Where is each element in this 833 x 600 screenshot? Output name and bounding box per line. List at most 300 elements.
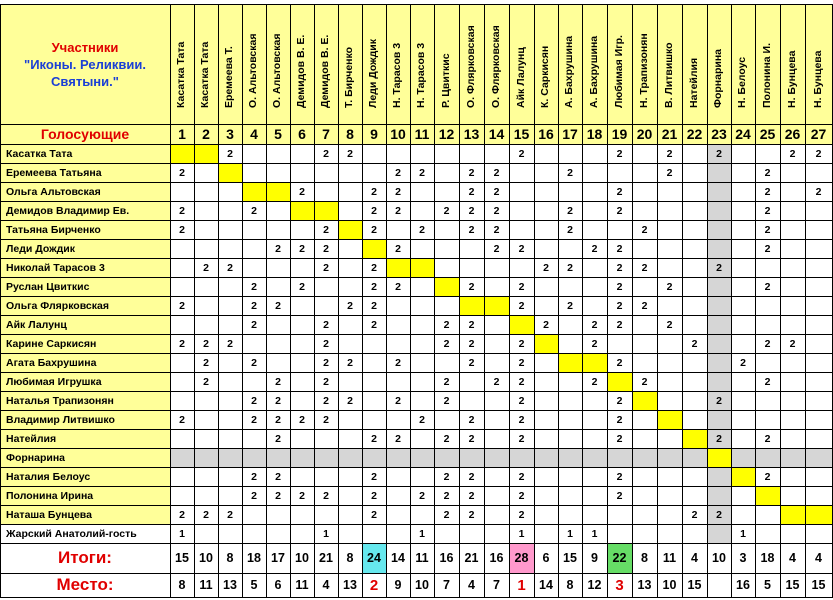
vote-cell xyxy=(266,505,290,524)
voter-name: Ольга Флярковская xyxy=(0,296,170,315)
vote-cell xyxy=(338,182,362,201)
participant-name: Т. Бирченко xyxy=(343,46,355,108)
voter-name: Татьяна Бирченко xyxy=(0,220,170,239)
vote-cell xyxy=(707,163,731,182)
vote-cell: 2 xyxy=(468,489,475,502)
vote-cell: 2 xyxy=(203,356,209,369)
vote-cell xyxy=(242,258,266,277)
vote-cell: 2 xyxy=(616,413,623,426)
participant-name: О. Флярковская xyxy=(464,25,477,108)
vote-cell xyxy=(582,182,607,201)
vote-cell xyxy=(780,467,805,486)
vote-cell xyxy=(314,296,338,315)
vote-cell xyxy=(780,258,805,277)
participant-header xyxy=(607,4,632,124)
vote-cell xyxy=(657,372,682,391)
vote-cell xyxy=(534,429,558,448)
vote-cell xyxy=(682,448,707,467)
vote-cell xyxy=(582,391,607,410)
vote-cell xyxy=(459,524,484,543)
vote-cell: 2 xyxy=(468,166,475,179)
vote-cell xyxy=(657,486,682,505)
vote-cell xyxy=(682,258,707,277)
vote-cell: 2 xyxy=(691,508,698,521)
vote-cell: 2 xyxy=(443,508,450,521)
vote-cell: 2 xyxy=(227,508,233,521)
vote-cell xyxy=(582,353,607,372)
vote-cell xyxy=(805,277,832,296)
vote-cell xyxy=(657,391,682,410)
vote-cell xyxy=(242,182,266,201)
vote-cell xyxy=(314,201,338,220)
grid-line xyxy=(194,4,195,598)
totals-label: Итоги: xyxy=(0,543,170,573)
vote-cell xyxy=(534,524,558,543)
vote-cell xyxy=(707,277,731,296)
total-value: 22 xyxy=(607,543,632,573)
grid-line xyxy=(558,4,559,598)
vote-cell xyxy=(582,220,607,239)
vote-cell xyxy=(362,163,386,182)
total-value: 10 xyxy=(199,551,213,565)
vote-cell: 2 xyxy=(707,258,731,277)
vote-cell: 1 xyxy=(518,527,525,540)
vote-cell xyxy=(755,410,780,429)
vote-cell xyxy=(194,486,218,505)
vote-cell: 2 xyxy=(443,204,450,217)
vote-cell xyxy=(459,258,484,277)
grid-line xyxy=(707,4,708,598)
place-value: 8 xyxy=(566,578,574,592)
vote-cell xyxy=(755,296,780,315)
grid-line xyxy=(534,4,535,598)
grid-line xyxy=(607,4,608,598)
place-value: 15 xyxy=(811,578,826,592)
vote-cell xyxy=(682,239,707,258)
vote-cell: 2 xyxy=(707,391,731,410)
vote-cell: 2 xyxy=(395,166,401,179)
vote-cell xyxy=(266,448,290,467)
place-value: 13 xyxy=(637,578,652,592)
vote-cell: 2 xyxy=(371,508,377,521)
vote-cell xyxy=(755,448,780,467)
vote-cell: 2 xyxy=(567,223,573,236)
vote-cell xyxy=(194,391,218,410)
vote-cell xyxy=(290,163,314,182)
vote-cell xyxy=(682,467,707,486)
vote-cell xyxy=(780,429,805,448)
participant-name: В. Литвишко xyxy=(662,42,675,108)
vote-cell xyxy=(434,448,459,467)
participant-header xyxy=(509,4,534,124)
vote-cell xyxy=(731,410,755,429)
vote-cell xyxy=(707,486,731,505)
total-value: 9 xyxy=(591,551,598,565)
vote-cell xyxy=(682,201,707,220)
vote-cell xyxy=(484,277,509,296)
vote-cell xyxy=(582,201,607,220)
vote-cell xyxy=(582,505,607,524)
grid-line xyxy=(509,4,510,598)
vote-cell: 2 xyxy=(251,204,257,217)
vote-cell xyxy=(805,391,832,410)
vote-cell xyxy=(218,391,242,410)
column-number: 17 xyxy=(558,124,582,144)
vote-cell xyxy=(731,448,755,467)
vote-cell xyxy=(338,448,362,467)
vote-cell xyxy=(170,277,194,296)
vote-cell xyxy=(242,144,266,163)
vote-cell xyxy=(290,372,314,391)
vote-cell xyxy=(194,429,218,448)
vote-cell: 1 xyxy=(323,527,329,540)
vote-cell xyxy=(534,448,558,467)
vote-cell xyxy=(657,524,682,543)
vote-cell xyxy=(484,467,509,486)
vote-cell xyxy=(410,467,434,486)
vote-cell xyxy=(682,182,707,201)
vote-cell xyxy=(707,467,731,486)
vote-cell xyxy=(410,372,434,391)
total-value: 14 xyxy=(391,551,405,565)
vote-cell xyxy=(509,201,534,220)
vote-cell xyxy=(338,277,362,296)
vote-cell xyxy=(509,163,534,182)
vote-cell: 2 xyxy=(815,185,822,198)
vote-cell: 2 xyxy=(419,413,425,426)
vote-cell xyxy=(218,315,242,334)
vote-cell: 2 xyxy=(764,432,771,445)
vote-cell xyxy=(290,429,314,448)
vote-cell: 2 xyxy=(323,223,329,236)
vote-cell: 2 xyxy=(371,223,377,236)
place-value: 14 xyxy=(539,578,553,592)
participant-header xyxy=(434,4,459,124)
vote-cell: 2 xyxy=(567,204,573,217)
vote-cell xyxy=(731,334,755,353)
vote-cell: 2 xyxy=(347,394,353,407)
total-value: 3 xyxy=(739,551,747,565)
column-number: 13 xyxy=(459,124,484,144)
vote-cell xyxy=(386,372,410,391)
vote-cell xyxy=(386,448,410,467)
vote-cell xyxy=(218,353,242,372)
column-number: 21 xyxy=(657,124,682,144)
vote-cell xyxy=(362,334,386,353)
vote-cell xyxy=(731,315,755,334)
grid-line xyxy=(682,4,683,598)
vote-cell xyxy=(682,372,707,391)
grid-line xyxy=(632,4,633,598)
participant-header xyxy=(314,4,338,124)
total-value: 11 xyxy=(662,551,677,565)
vote-cell xyxy=(362,372,386,391)
vote-cell: 2 xyxy=(419,223,425,236)
vote-cell: 2 xyxy=(395,394,401,407)
vote-cell xyxy=(410,182,434,201)
vote-cell xyxy=(509,182,534,201)
participant-header xyxy=(266,4,290,124)
vote-cell xyxy=(582,448,607,467)
grid-line xyxy=(338,4,339,598)
vote-cell xyxy=(632,524,657,543)
vote-cell xyxy=(314,448,338,467)
vote-cell xyxy=(582,429,607,448)
place-value: 9 xyxy=(394,578,402,592)
vote-cell xyxy=(170,239,194,258)
vote-cell: 2 xyxy=(493,185,500,198)
vote-cell xyxy=(484,448,509,467)
vote-cell: 2 xyxy=(275,242,281,255)
vote-cell xyxy=(386,258,410,277)
place-value: 2 xyxy=(369,576,379,594)
vote-cell xyxy=(218,372,242,391)
vote-cell xyxy=(707,410,731,429)
vote-cell xyxy=(218,410,242,429)
vote-cell xyxy=(755,505,780,524)
vote-cell: 2 xyxy=(518,280,525,293)
column-number: 23 xyxy=(707,124,731,144)
participant-header xyxy=(386,4,410,124)
vote-cell xyxy=(607,334,632,353)
vote-cell: 2 xyxy=(815,147,822,160)
vote-cell xyxy=(410,334,434,353)
vote-cell: 2 xyxy=(395,242,401,255)
vote-cell xyxy=(707,315,731,334)
vote-cell: 2 xyxy=(518,147,525,160)
vote-cell xyxy=(338,429,362,448)
vote-cell xyxy=(780,163,805,182)
vote-cell xyxy=(290,334,314,353)
vote-cell xyxy=(607,448,632,467)
column-number: 22 xyxy=(682,124,707,144)
voter-name: Демидов Владимир Ев. xyxy=(0,201,170,220)
vote-cell xyxy=(410,144,434,163)
vote-cell xyxy=(218,486,242,505)
vote-cell xyxy=(805,239,832,258)
vote-cell xyxy=(682,410,707,429)
place-value: 5 xyxy=(250,578,258,592)
vote-cell: 2 xyxy=(707,505,731,524)
vote-cell xyxy=(755,353,780,372)
vote-cell xyxy=(755,315,780,334)
grid-line xyxy=(242,4,243,598)
place-value: 15 xyxy=(785,578,800,592)
title-line3: Святыни." xyxy=(51,73,119,89)
vote-cell xyxy=(558,467,582,486)
vote-cell xyxy=(218,524,242,543)
column-number: 25 xyxy=(755,124,780,144)
vote-cell: 2 xyxy=(789,337,796,350)
vote-cell xyxy=(558,277,582,296)
vote-cell: 2 xyxy=(616,489,623,502)
vote-cell xyxy=(755,144,780,163)
vote-cell: 2 xyxy=(251,318,257,331)
vote-cell xyxy=(805,372,832,391)
vote-cell xyxy=(731,391,755,410)
vote-cell xyxy=(362,353,386,372)
voter-name: Наталья Трапизонян xyxy=(0,391,170,410)
participant-header xyxy=(780,4,805,124)
participant-name: Касатка Тата xyxy=(199,41,211,108)
vote-cell xyxy=(459,296,484,315)
participant-name: Н. Бунцева xyxy=(811,50,824,108)
vote-cell xyxy=(632,239,657,258)
participant-name: Демидов В. Е. xyxy=(295,34,307,108)
vote-cell xyxy=(266,220,290,239)
vote-cell xyxy=(194,315,218,334)
vote-cell: 2 xyxy=(299,489,305,502)
vote-cell xyxy=(290,505,314,524)
vote-cell: 2 xyxy=(764,242,771,255)
vote-cell xyxy=(290,448,314,467)
vote-cell: 2 xyxy=(518,413,525,426)
vote-cell xyxy=(242,163,266,182)
vote-cell xyxy=(484,486,509,505)
place-value: 16 xyxy=(736,578,750,592)
vote-cell xyxy=(218,448,242,467)
vote-cell: 1 xyxy=(740,527,746,540)
participant-header xyxy=(682,4,707,124)
vote-cell: 2 xyxy=(567,166,573,179)
vote-cell xyxy=(534,201,558,220)
total-value: 18 xyxy=(760,551,775,565)
vote-cell xyxy=(338,258,362,277)
vote-cell xyxy=(266,201,290,220)
vote-cell xyxy=(805,410,832,429)
vote-cell xyxy=(242,239,266,258)
vote-cell: 2 xyxy=(641,299,648,312)
vote-cell: 2 xyxy=(203,375,209,388)
vote-cell xyxy=(434,182,459,201)
grid-line xyxy=(290,4,291,598)
column-number: 4 xyxy=(242,124,266,144)
vote-cell xyxy=(290,524,314,543)
vote-cell xyxy=(558,334,582,353)
place-value: 4 xyxy=(468,578,475,592)
vote-cell xyxy=(386,486,410,505)
vote-cell xyxy=(484,315,509,334)
vote-cell xyxy=(290,296,314,315)
vote-cell xyxy=(780,524,805,543)
vote-cell: 2 xyxy=(468,356,475,369)
total-value: 10 xyxy=(295,551,309,565)
vote-cell xyxy=(632,182,657,201)
vote-cell xyxy=(410,391,434,410)
column-number: 1 xyxy=(170,124,194,144)
vote-cell xyxy=(657,182,682,201)
participant-header xyxy=(290,4,314,124)
vote-cell: 2 xyxy=(616,356,623,369)
voter-name: Владимир Литвишко xyxy=(0,410,170,429)
vote-cell xyxy=(218,201,242,220)
vote-cell xyxy=(657,353,682,372)
vote-cell: 2 xyxy=(323,375,329,388)
participant-name: Н. Белоус xyxy=(736,56,748,108)
vote-cell xyxy=(707,353,731,372)
vote-cell xyxy=(582,144,607,163)
vote-cell xyxy=(509,220,534,239)
vote-cell: 2 xyxy=(740,356,746,369)
vote-cell xyxy=(410,201,434,220)
vote-cell xyxy=(707,334,731,353)
vote-cell xyxy=(509,315,534,334)
vote-cell xyxy=(731,201,755,220)
participant-name: Демидов В. Е. xyxy=(319,34,331,108)
vote-cell: 2 xyxy=(179,413,185,426)
vote-cell xyxy=(266,334,290,353)
voter-name: Леди Дождик xyxy=(0,239,170,258)
vote-cell xyxy=(170,486,194,505)
total-value: 21 xyxy=(464,551,479,565)
vote-cell xyxy=(218,277,242,296)
vote-cell xyxy=(805,486,832,505)
vote-cell xyxy=(682,296,707,315)
vote-cell xyxy=(170,258,194,277)
vote-cell xyxy=(266,315,290,334)
total-value: 15 xyxy=(563,551,577,565)
participant-name: Айк Лалунц xyxy=(514,47,527,108)
vote-cell xyxy=(266,144,290,163)
participant-name: Н. Бунцева xyxy=(785,50,798,108)
vote-cell xyxy=(362,239,386,258)
vote-cell: 2 xyxy=(275,299,281,312)
vote-cell xyxy=(484,391,509,410)
vote-cell xyxy=(484,334,509,353)
vote-cell xyxy=(266,353,290,372)
vote-cell xyxy=(218,429,242,448)
vote-cell xyxy=(731,144,755,163)
voter-name: Жарский Анатолий-гость xyxy=(0,524,170,543)
place-value: 15 xyxy=(687,578,702,592)
vote-cell: 2 xyxy=(179,204,185,217)
vote-cell: 2 xyxy=(616,299,623,312)
column-number: 5 xyxy=(266,124,290,144)
vote-cell xyxy=(682,163,707,182)
vote-cell: 2 xyxy=(323,394,329,407)
vote-cell xyxy=(558,182,582,201)
participant-header xyxy=(218,4,242,124)
vote-cell xyxy=(338,524,362,543)
place-value: 10 xyxy=(662,578,677,592)
vote-cell: 2 xyxy=(275,375,281,388)
vote-cell: 2 xyxy=(493,223,500,236)
vote-cell: 2 xyxy=(179,508,185,521)
vote-cell: 2 xyxy=(493,375,500,388)
vote-cell: 2 xyxy=(616,280,623,293)
grid-line xyxy=(459,4,460,598)
vote-cell xyxy=(434,239,459,258)
vote-cell: 2 xyxy=(443,318,450,331)
vote-cell: 2 xyxy=(323,318,329,331)
vote-cell: 2 xyxy=(641,375,648,388)
vote-cell: 2 xyxy=(395,204,401,217)
vote-cell xyxy=(386,524,410,543)
vote-cell xyxy=(805,353,832,372)
vote-cell xyxy=(338,334,362,353)
vote-cell: 2 xyxy=(203,508,209,521)
vote-cell: 2 xyxy=(518,470,525,483)
vote-cell xyxy=(410,315,434,334)
vote-cell xyxy=(780,239,805,258)
vote-cell xyxy=(780,182,805,201)
column-number: 14 xyxy=(484,124,509,144)
vote-cell: 2 xyxy=(616,470,623,483)
vote-cell: 2 xyxy=(323,413,329,426)
vote-cell xyxy=(632,201,657,220)
participant-header xyxy=(805,4,832,124)
column-number: 18 xyxy=(582,124,607,144)
